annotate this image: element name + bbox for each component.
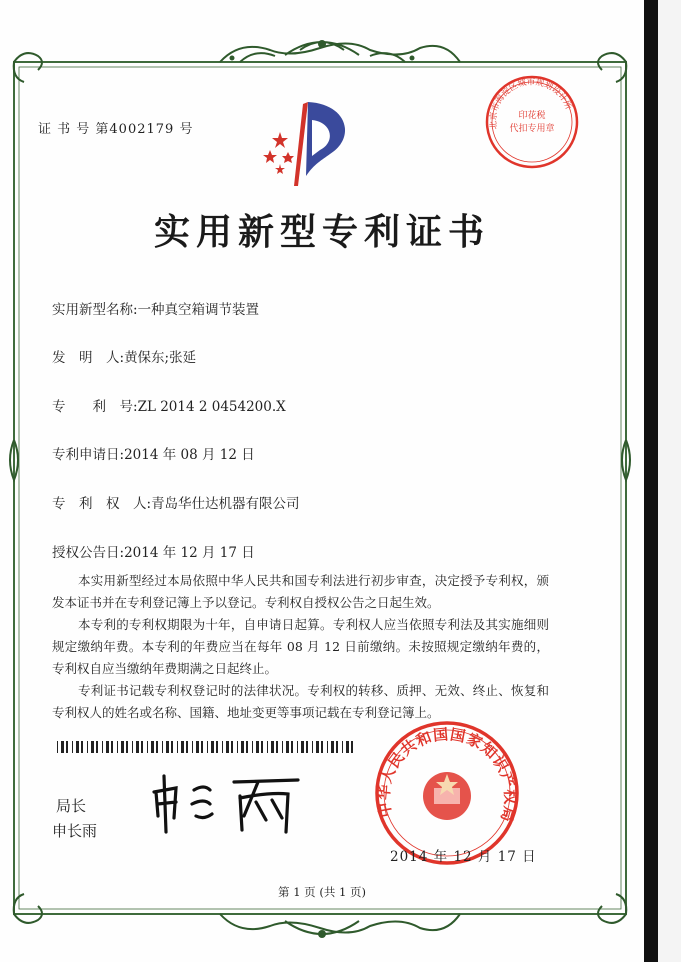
certificate-number-suffix: 号 [179, 122, 194, 137]
scan-margin [658, 0, 681, 962]
filing-date-value: 2014 年 08 月 12 日 [124, 447, 255, 463]
inventor-value: 黄保东;张延 [124, 350, 197, 366]
patent-number-value: ZL 2014 2 0454200.X [137, 399, 286, 415]
director-signature [148, 770, 328, 840]
svg-text:代扣专用章: 代扣专用章 [509, 124, 555, 134]
issue-date: 2014 年 12 月 17 日 [390, 849, 537, 865]
patentee-value: 青岛华仕达机器有限公司 [151, 496, 300, 512]
certificate-number-label: 证 书 号 第 [38, 122, 110, 137]
svg-text:中华人民共和国国家知识产权局: 中华人民共和国国家知识产权局 [374, 725, 520, 825]
page-number: 第 1 页 (共 1 页) [278, 885, 366, 899]
inventor-label: 发 明 人: [52, 350, 125, 366]
filing-date-label: 专利申请日: [52, 447, 125, 463]
certificate-number-value: 4002179 [109, 122, 175, 137]
body-paragraph-1: 本实用新型经过本局依照中华人民共和国专利法进行初步审查，决定授予专利权，颁发本证书并在专利登记簿上予以登记。专利权自授权公告之日起生效。 [52, 573, 549, 610]
name-value: 一种真空箱调节装置 [137, 302, 260, 318]
barcode [57, 741, 357, 753]
scan-edge-bar [644, 0, 658, 962]
svg-text:北京市海淀区城市规划设计所: 北京市海淀区城市规划设计所 [488, 77, 574, 130]
svg-text:印花税: 印花税 [518, 111, 546, 121]
director-title: 局长 [56, 797, 87, 815]
grant-date-label: 授权公告日: [52, 545, 125, 561]
certificate-number [38, 118, 193, 137]
field-filing-date [52, 443, 255, 463]
director-name: 申长雨 [52, 822, 98, 840]
stamp-duty-seal [483, 73, 581, 171]
field-patent-number [52, 395, 286, 415]
name-label: 实用新型名称: [52, 302, 138, 318]
field-utility-model-name [52, 298, 259, 318]
sipo-logo-icon [258, 98, 358, 190]
patentee-label: 专 利 权 人: [52, 496, 152, 512]
body-paragraph-3: 专利证书记载专利权登记时的法律状况。专利权的转移、质押、无效、终止、恢复和专利权人的姓名或名称、国籍、地址变更等事项记载在专利登记簿上。 [52, 683, 549, 720]
field-patentee [52, 492, 300, 512]
body-paragraph-2: 本专利的专利权期限为十年，自申请日起算。专利权人应当依照专利法及其实施细则规定缴纳年费。本专利的年费应当在每年 08 月 12 日前缴纳。未按照规定缴纳年费的，专利权自应当缴纳年费期满之日起终止。 [52, 617, 549, 676]
field-inventor [52, 346, 196, 366]
patent-number-label: 专 利 号: [52, 399, 138, 415]
field-grant-date [52, 541, 255, 561]
certificate-title: 实用新型专利证书 [153, 211, 490, 253]
grant-date-value: 2014 年 12 月 17 日 [124, 545, 255, 561]
